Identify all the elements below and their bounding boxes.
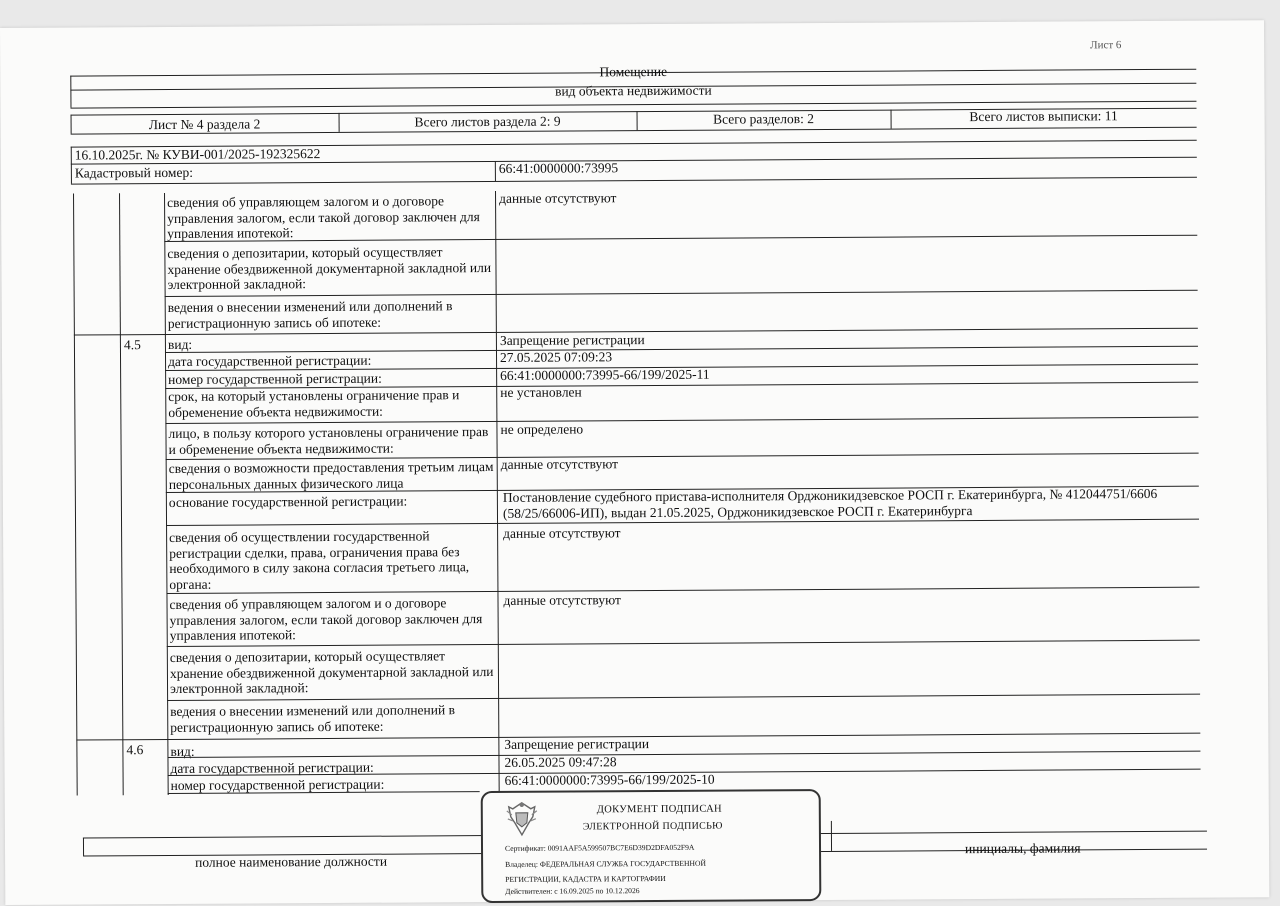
row-value: 66:41:0000000:73995-66/199/2025-11 bbox=[500, 366, 710, 383]
row-label: сведения о депозитарии, который осуществляет хранение обездвиженной документарной закладной или электронной закладной: bbox=[167, 244, 492, 292]
row-label: ведения о внесении изменений или дополнений в регистрационную запись об ипотеке: bbox=[170, 702, 455, 735]
rule bbox=[83, 838, 84, 856]
stamp-title: ДОКУМЕНТ ПОДПИСАН bbox=[596, 803, 722, 816]
entry-number: 4.5 bbox=[123, 337, 141, 353]
position-caption: полное наименование должности bbox=[195, 853, 388, 870]
page-label: Лист 6 bbox=[1090, 39, 1122, 52]
row-value: Запрещение регистрации bbox=[499, 332, 645, 348]
object-type: Помещение bbox=[599, 63, 668, 80]
row-label: дата государственной регистрации: bbox=[167, 352, 372, 369]
row-label: срок, на который установлены ограничение прав и обременение объекта недвижимости: bbox=[168, 387, 460, 420]
row-value: данные отсутствуют bbox=[499, 190, 617, 206]
row-label: вид: bbox=[170, 743, 195, 759]
row-label: сведения об осуществлении государственной регистрации сделки, права, ограничения права без необходимого в силу закона согласия третьего лица, органа: bbox=[169, 528, 470, 592]
cadastral-value: 66:41:0000000:73995 bbox=[498, 160, 619, 176]
total-sections: Всего разделов: 2 bbox=[713, 111, 815, 127]
name-caption: инициалы, фамилия bbox=[964, 840, 1081, 857]
rule bbox=[119, 193, 124, 795]
rule bbox=[167, 751, 1200, 758]
row-label: номер государственной регистрации: bbox=[168, 370, 382, 387]
row-value: не установлен bbox=[500, 384, 582, 400]
row-value: не определено bbox=[500, 421, 584, 437]
row-label: основание государственной регистрации: bbox=[168, 493, 408, 510]
row-value: 26.05.2025 09:47:28 bbox=[504, 754, 617, 770]
rule bbox=[831, 821, 832, 851]
row-label: сведения о возможности предоставления третьим лицам персональных данных физического лица bbox=[168, 458, 494, 492]
cadastral-label: Кадастровый номер: bbox=[74, 164, 193, 181]
rule bbox=[165, 346, 1198, 353]
coat-of-arms-icon bbox=[503, 799, 541, 839]
stamp-certificate: Сертификат: 0091AAF5A599507BC7E6D39D2DFA052F9A bbox=[504, 842, 695, 853]
row-label: дата государственной регистрации: bbox=[170, 759, 374, 776]
entry-number: 4.6 bbox=[126, 742, 144, 758]
row-value: Запрещение регистрации bbox=[504, 736, 650, 752]
statement-date-number: 16.10.2025г. № КУВИ-001/2025-192325622 bbox=[74, 146, 321, 163]
rule bbox=[73, 194, 78, 796]
row-label: вид: bbox=[167, 336, 193, 352]
row-value: 66:41:0000000:73995-66/199/2025-10 bbox=[504, 771, 715, 788]
sheet-number: Лист № 4 раздела 2 bbox=[148, 116, 261, 133]
rule bbox=[70, 76, 71, 108]
row-label: сведения об управляющем залогом и о договоре управления залогом, если такой договор заключен для управления ипотекой: bbox=[167, 193, 480, 241]
row-value: данные отсутствуют bbox=[503, 592, 621, 608]
row-label: номер государственной регистрации: bbox=[170, 776, 385, 793]
stamp-owner: Владелец: ФЕДЕРАЛЬНАЯ СЛУЖБА ГОСУДАРСТВЕННОЙ bbox=[505, 858, 707, 869]
row-label: сведения о депозитарии, который осуществляет хранение обездвиженной документарной закладной или электронной закладной: bbox=[169, 648, 494, 696]
rule bbox=[495, 161, 496, 181]
stamp-subtitle: ЭЛЕКТРОННОЙ ПОДПИСЬЮ bbox=[582, 820, 723, 833]
row-value: данные отсутствуют bbox=[500, 456, 619, 472]
rule bbox=[71, 177, 1197, 185]
stamp-owner-cont: РЕГИСТРАЦИИ, КАДАСТРА И КАРТОГРАФИИ bbox=[505, 873, 666, 884]
row-label: ведения о внесении изменений или дополнений в регистрационную запись об ипотеке: bbox=[167, 298, 453, 331]
row-value: данные отсутствуют bbox=[503, 525, 621, 541]
total-sheets: Всего листов выписки: 11 bbox=[969, 108, 1118, 125]
row-value: Постановление судебного пристава-исполнителя Орджоникидзевское РОСП г. Екатеринбурга, № 412044751/6606 (58/25/66006-ИП), выдан 21.05.2025, Орджоникидзевское РОСП г. Екатеринбурга bbox=[502, 485, 1158, 521]
row-label: лицо, в пользу которого установлены ограничение прав и обременение объекта недвижимости: bbox=[168, 424, 489, 457]
signature-stamp bbox=[481, 789, 822, 903]
stamp-validity: Действителен: с 16.09.2025 по 10.12.2026 bbox=[505, 886, 640, 896]
rule bbox=[71, 147, 72, 184]
object-type-caption: вид объекта недвижимости bbox=[554, 82, 712, 99]
document-sheet bbox=[0, 20, 1269, 905]
total-section-sheets: Всего листов раздела 2: 9 bbox=[414, 113, 561, 130]
rule bbox=[70, 101, 1196, 109]
row-value: 27.05.2025 07:09:23 bbox=[499, 349, 613, 365]
row-label: сведения об управляющем залогом и о договоре управления залогом, если такой договор заключен для управления ипотекой: bbox=[169, 595, 483, 643]
